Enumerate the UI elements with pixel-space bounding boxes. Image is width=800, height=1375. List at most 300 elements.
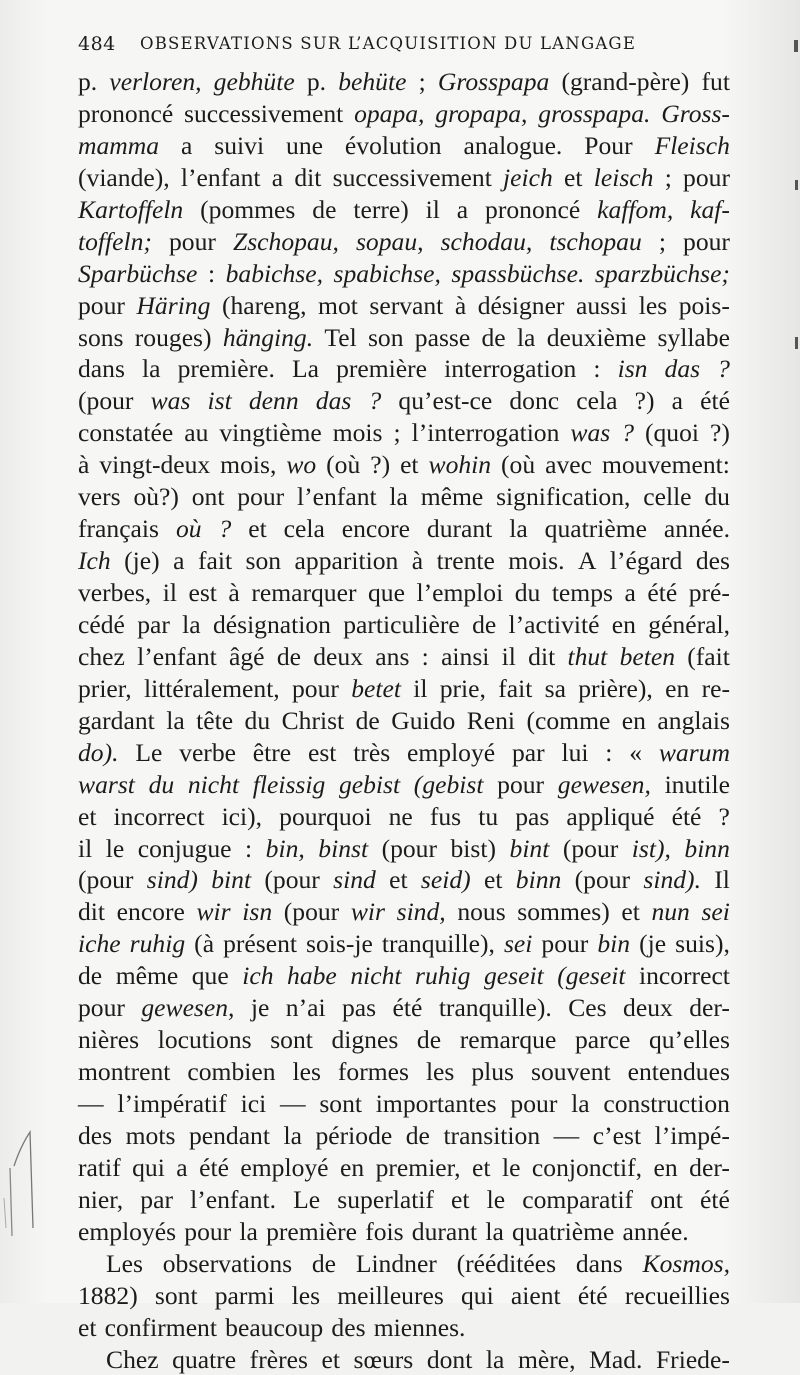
word: jeich	[503, 162, 553, 194]
word: par	[140, 1184, 173, 1216]
word: parmi	[215, 1280, 275, 1312]
word: was	[151, 385, 191, 417]
word: transition	[443, 1120, 540, 1152]
word: beten	[620, 641, 675, 673]
word: sont	[319, 1088, 362, 1120]
word: (pour	[264, 864, 319, 896]
word: ich	[242, 960, 273, 992]
word: mot	[318, 290, 358, 322]
word: temps	[552, 577, 613, 609]
word: des	[331, 1312, 365, 1344]
text-line	[78, 641, 730, 673]
word: trente	[437, 545, 495, 577]
word: (fait	[687, 641, 730, 673]
word: cela	[576, 385, 617, 417]
word: ruhig	[130, 928, 185, 960]
word: une	[286, 130, 323, 162]
word: opapa,	[354, 98, 424, 130]
word: nicht	[188, 769, 239, 801]
word: lui	[561, 737, 588, 769]
word: année.	[623, 1216, 689, 1248]
text-line	[78, 385, 730, 417]
word: des	[696, 545, 730, 577]
word: ?	[717, 353, 730, 385]
word: constatée	[78, 417, 173, 449]
word: des	[78, 1120, 112, 1152]
word: Ces	[568, 992, 606, 1024]
word: sœurs	[354, 1344, 414, 1375]
word: ont	[650, 1184, 683, 1216]
word: (viande),	[78, 162, 170, 194]
word: a	[173, 545, 184, 577]
word: 1882)	[78, 1280, 138, 1312]
word: ?)	[635, 385, 655, 417]
word: pour	[237, 481, 284, 513]
word: par	[512, 737, 545, 769]
word: été	[700, 385, 730, 417]
word: en	[622, 705, 646, 737]
word: dont	[427, 1344, 473, 1375]
word: ;	[393, 417, 400, 449]
word: sa	[545, 673, 566, 705]
word: qui	[461, 1280, 494, 1312]
word: Reni	[467, 705, 515, 737]
word: de	[312, 194, 336, 226]
text-line	[78, 833, 730, 865]
word: observations	[163, 1248, 292, 1280]
word: le	[487, 1184, 505, 1216]
word: même	[421, 481, 484, 513]
word: prière),	[578, 673, 653, 705]
word: l’interrogation	[412, 417, 560, 449]
pencil-margin-mark	[0, 1128, 44, 1238]
text-line	[78, 801, 730, 833]
text-line	[78, 130, 730, 162]
word: spabichse,	[334, 258, 441, 290]
word: gebist	[339, 769, 400, 801]
word: Il	[714, 864, 730, 896]
word: bist)	[451, 833, 497, 865]
word: l’activité	[509, 609, 600, 641]
word: et	[564, 162, 582, 194]
word: du	[245, 705, 271, 737]
word: das	[316, 385, 352, 417]
word: der-	[689, 1152, 730, 1184]
word: être	[253, 737, 291, 769]
word: gebhüte	[214, 66, 295, 98]
word: à	[455, 290, 466, 322]
word: fait	[498, 673, 532, 705]
text-line	[78, 864, 730, 896]
word: au	[184, 417, 208, 449]
text-line	[78, 1216, 730, 1248]
edge-mark	[795, 337, 798, 349]
word: Sparbüchse	[78, 258, 197, 290]
word: il	[502, 641, 516, 673]
word: a	[181, 130, 192, 162]
word: A	[578, 545, 596, 577]
word: dignes	[331, 1024, 398, 1056]
word: en	[612, 609, 636, 641]
word: vers	[78, 481, 121, 513]
word: Christ	[282, 705, 345, 737]
text-line	[78, 960, 730, 992]
word: et	[400, 449, 418, 481]
text-line	[78, 513, 730, 545]
text-line	[78, 1024, 730, 1056]
word: fleissig	[253, 769, 326, 801]
word: ici	[241, 1088, 267, 1120]
word: (à	[194, 928, 214, 960]
edge-mark	[794, 40, 798, 52]
word: particulière	[343, 609, 460, 641]
word: terre)	[353, 194, 408, 226]
word: interrogation	[444, 353, 576, 385]
word: (où	[501, 449, 535, 481]
word: combien	[187, 1056, 275, 1088]
text-line	[78, 928, 730, 960]
word: et	[472, 1152, 490, 1184]
word: Le	[293, 1184, 320, 1216]
word: sei	[701, 896, 729, 928]
word: prier,	[78, 673, 132, 705]
word: beaucoup	[225, 1312, 323, 1344]
word: (hareng,	[222, 290, 307, 322]
word: du	[704, 481, 730, 513]
word: la	[166, 705, 184, 737]
word: la	[485, 1216, 503, 1248]
word: employés	[78, 1216, 176, 1248]
word: et	[484, 864, 502, 896]
word: mots	[126, 1120, 176, 1152]
word: les	[426, 1056, 454, 1088]
word: (comme	[526, 705, 610, 737]
word: nicht	[350, 960, 401, 992]
text-line	[78, 737, 730, 769]
word: la	[239, 1216, 257, 1248]
word: en	[654, 1152, 678, 1184]
text-line	[78, 353, 730, 385]
word: ruhig	[415, 960, 470, 992]
word: appliqué	[566, 801, 654, 833]
word: cédé	[78, 609, 125, 641]
word: bint	[211, 864, 251, 896]
word: gardant	[78, 705, 155, 737]
word: binn	[684, 833, 730, 865]
word: geseit	[484, 960, 544, 992]
word: prie,	[440, 673, 486, 705]
word: période	[315, 1120, 392, 1152]
word: Mad.	[589, 1344, 642, 1375]
word: spassbüchse.	[451, 258, 584, 290]
word: leisch	[594, 162, 654, 194]
word: Les	[106, 1248, 143, 1280]
word: La	[292, 353, 319, 385]
word: l’enfant	[297, 481, 377, 513]
word: chez	[78, 641, 125, 673]
word: gewesen,	[558, 769, 651, 801]
word: Häring	[136, 290, 210, 322]
word: il	[163, 577, 177, 609]
word: de	[472, 609, 496, 641]
word: mamma	[78, 130, 159, 162]
word: et	[451, 1184, 469, 1216]
word: sommes)	[517, 896, 609, 928]
word: Chez	[106, 1344, 159, 1375]
word: denn	[249, 385, 299, 417]
word: pour	[541, 928, 588, 960]
word: français	[78, 513, 159, 545]
word: incorrect	[639, 960, 730, 992]
word: général,	[648, 609, 730, 641]
text-line	[78, 258, 730, 290]
word: das	[665, 353, 701, 385]
word: prononcé	[485, 194, 580, 226]
word: isn	[242, 896, 272, 928]
word: l’impé-	[655, 1120, 730, 1152]
word: les	[292, 1280, 320, 1312]
word: tête	[196, 705, 233, 737]
word: et	[248, 513, 266, 545]
word: à	[412, 545, 423, 577]
word: dit	[528, 641, 555, 673]
text-line	[78, 226, 730, 258]
word: Gross-	[661, 98, 730, 130]
word: rouges)	[135, 322, 212, 354]
word: sont	[270, 1024, 313, 1056]
word: pour	[78, 290, 125, 322]
word: aussi	[576, 290, 627, 322]
text-line	[78, 1280, 730, 1312]
word: warst	[78, 769, 135, 801]
word: p.	[307, 66, 326, 98]
text-line	[78, 1248, 730, 1280]
word: successivement	[184, 98, 343, 130]
word: le	[106, 833, 124, 865]
word: première	[266, 1216, 357, 1248]
word: seid)	[421, 864, 471, 896]
word: du	[515, 577, 541, 609]
word: Le	[135, 737, 162, 769]
word: Kartoffeln	[78, 194, 183, 226]
text-line	[78, 673, 730, 705]
word: a	[176, 1152, 187, 1184]
text-line	[78, 98, 730, 130]
word: été	[393, 992, 423, 1024]
word: en	[340, 1152, 364, 1184]
word: sind	[333, 864, 376, 896]
word: fut	[702, 66, 730, 98]
word: (geseit	[557, 960, 625, 992]
word: wir	[196, 896, 230, 928]
word: (pour	[78, 864, 133, 896]
text-line	[78, 1088, 730, 1120]
word: (je)	[124, 545, 160, 577]
word: signification,	[496, 481, 630, 513]
word: l’enfant	[181, 162, 261, 194]
page-number: 484	[78, 33, 116, 55]
word: ;	[419, 66, 426, 98]
word: (je	[639, 928, 666, 960]
word: Grosspapa	[438, 66, 549, 98]
word: (rééditées	[457, 1248, 556, 1280]
word: pour	[184, 1216, 231, 1248]
word: et	[78, 801, 96, 833]
word: verbe	[179, 737, 236, 769]
text-line	[78, 992, 730, 1024]
word: pourquoi	[279, 801, 371, 833]
word: remarque	[460, 1024, 557, 1056]
word: que	[192, 960, 229, 992]
word: âgé	[229, 641, 265, 673]
word: pour	[683, 162, 730, 194]
word: do).	[78, 737, 119, 769]
word: wohin	[429, 449, 492, 481]
word: de	[417, 1024, 441, 1056]
word: la	[182, 609, 200, 641]
word: Kosmos,	[643, 1248, 730, 1280]
word: nun	[651, 896, 689, 928]
word: tranquille).	[439, 992, 552, 1024]
word: der-	[689, 992, 730, 1024]
word: ont	[192, 481, 225, 513]
word: recueillies	[625, 1280, 730, 1312]
word: celle	[643, 481, 691, 513]
word: —	[554, 1120, 580, 1152]
word: vingt-deux	[99, 449, 210, 481]
word: l’impératif	[117, 1088, 226, 1120]
word: n’ai	[286, 992, 326, 1024]
word: fait	[198, 545, 232, 577]
word: ?	[718, 801, 729, 833]
word: très	[353, 737, 390, 769]
word: plus	[471, 1056, 514, 1088]
word: (pour	[575, 864, 630, 896]
word: la	[389, 481, 407, 513]
word: année.	[664, 513, 730, 545]
word: vingtième	[219, 417, 321, 449]
running-header	[78, 33, 718, 59]
word: locutions	[158, 1024, 252, 1056]
word: betet	[351, 673, 401, 705]
word: —	[78, 1088, 104, 1120]
word: mois	[333, 417, 383, 449]
word: passe	[415, 322, 470, 354]
word: :	[605, 737, 612, 769]
word: kaffom,	[597, 194, 673, 226]
word: superlatif	[337, 1184, 434, 1216]
word: dit	[78, 896, 105, 928]
word: sind)	[147, 864, 198, 896]
word: a	[272, 162, 283, 194]
word: formes	[338, 1056, 409, 1088]
word: pour	[510, 1088, 557, 1120]
text-line	[78, 322, 730, 354]
word: je	[251, 992, 269, 1024]
word: été	[578, 1280, 608, 1312]
text-line	[78, 481, 730, 513]
word: bint	[510, 833, 550, 865]
word: (pour	[78, 385, 133, 417]
word: Guido	[391, 705, 455, 737]
word: (pour	[284, 896, 339, 928]
word: la	[517, 322, 535, 354]
word: fois	[365, 1216, 403, 1248]
word: son	[246, 545, 282, 577]
word: du	[149, 769, 175, 801]
word: deux	[623, 992, 673, 1024]
word: «	[629, 737, 642, 769]
word: employé	[240, 1152, 328, 1184]
word: pour	[169, 226, 216, 258]
word: ;	[659, 226, 666, 258]
text-line	[78, 1312, 730, 1344]
word: habe	[287, 960, 337, 992]
word: mouvement:	[602, 449, 730, 481]
word: de	[406, 1120, 430, 1152]
word: deux	[313, 641, 363, 673]
word: le	[502, 1152, 520, 1184]
word: ?	[621, 417, 634, 449]
word: gropapa,	[435, 98, 527, 130]
word: prononcé	[78, 98, 173, 130]
word: parce	[575, 1024, 630, 1056]
word: il	[426, 194, 440, 226]
word: tschopau	[549, 226, 641, 258]
word: et	[389, 864, 407, 896]
word: à	[228, 577, 239, 609]
word: pour	[292, 673, 339, 705]
word: thut	[567, 641, 607, 673]
word: encore	[342, 513, 410, 545]
word: binn	[516, 864, 562, 896]
word: et	[621, 896, 639, 928]
word: anglais	[657, 705, 730, 737]
word: (gebist	[414, 769, 484, 801]
word: première.	[178, 353, 275, 385]
word: nier,	[78, 1184, 123, 1216]
word: de	[482, 322, 506, 354]
word: miennes.	[374, 1312, 466, 1344]
word: gewesen,	[141, 992, 234, 1024]
word: de	[356, 705, 380, 737]
word: Lindner	[356, 1248, 437, 1280]
word: l’enfant.	[190, 1184, 276, 1216]
text-line	[78, 1120, 730, 1152]
text-line	[78, 290, 730, 322]
word: suis),	[675, 928, 730, 960]
word: cela	[284, 513, 325, 545]
word: de	[312, 1248, 336, 1280]
word: successivement	[333, 162, 492, 194]
text-line	[78, 1056, 730, 1088]
word: et	[78, 1312, 96, 1344]
word: en	[665, 673, 689, 705]
word: ?)	[370, 449, 390, 481]
word: ;	[665, 162, 672, 194]
word: ici),	[222, 801, 263, 833]
word: ainsi	[441, 641, 489, 673]
word: par	[137, 609, 170, 641]
word: mère,	[518, 1344, 576, 1375]
word: behüte	[338, 66, 406, 98]
word: sopau,	[356, 226, 424, 258]
word: désigner	[478, 290, 565, 322]
word: de	[78, 960, 102, 992]
text-line	[78, 705, 730, 737]
word: durant	[412, 1216, 477, 1248]
word: quatre	[172, 1344, 236, 1375]
